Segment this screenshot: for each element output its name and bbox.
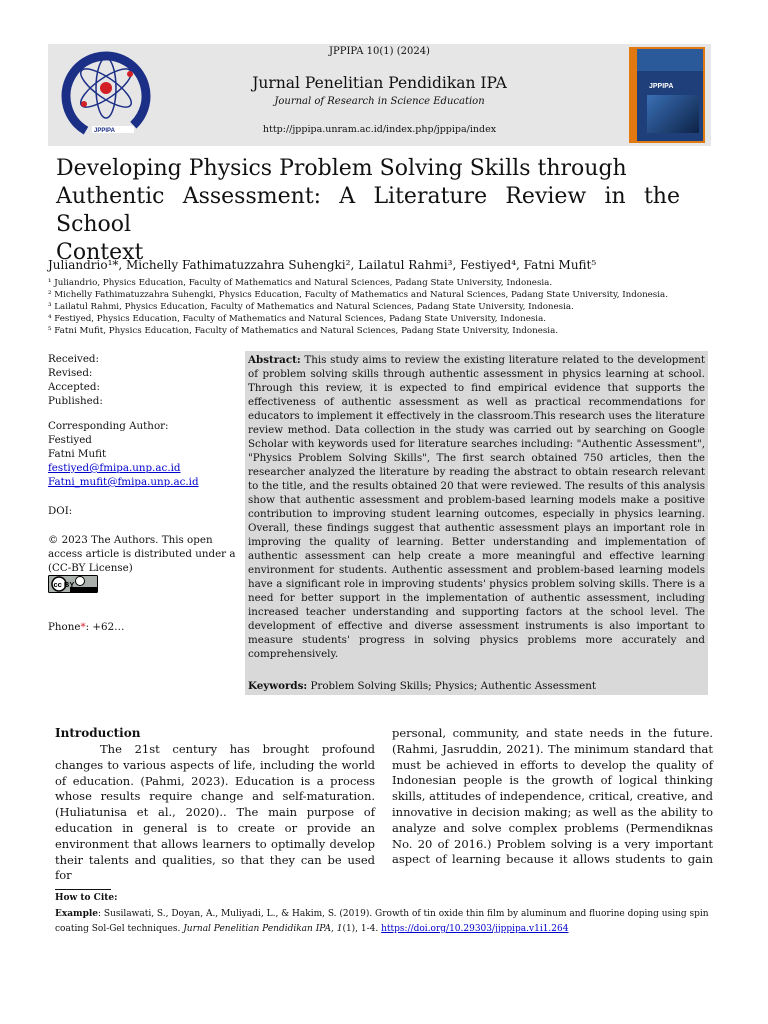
license-line: © 2023 The Authors. This open — [48, 534, 213, 546]
keywords-label: Keywords: — [248, 680, 308, 692]
intro-line: No. 20 of 2016.) Problem solving is a very important — [392, 836, 713, 851]
intro-line: skills, attitudes of independence, critical, creative, and — [392, 789, 713, 804]
phone-star: * — [80, 621, 86, 633]
license-line: access article is distributed under a — [48, 548, 236, 560]
article-title — [56, 155, 680, 267]
email-link[interactable] — [48, 475, 199, 489]
corresponding-name: Fatni Mufit — [48, 448, 107, 460]
how-to-cite-label: How to Cite: — [55, 893, 118, 903]
journal-title: Jurnal Penelitian Pendidikan IPA — [252, 74, 507, 92]
example-text: : Susilawati, S., Doyan, A., Muliyadi, L., & Hakim, S. (2019). Growth of tin oxide thin film by aluminum and fluorine doping using spin coating Sol-Gel techniques. — [55, 909, 709, 934]
title-line: Context — [56, 240, 144, 265]
title-line: Developing Physics Problem Solving Skills through — [56, 156, 627, 181]
corresponding-name: Festiyed — [48, 434, 92, 446]
journal-header — [48, 44, 711, 146]
intro-line: aspect of learning because it allows students to gain — [392, 852, 713, 867]
email-link-text[interactable]: festiyed@fmipa.unp.ac.id — [48, 462, 181, 474]
phone-line — [48, 620, 124, 634]
author-list: Juliandrio¹*, Michelly Fathimatuzzahra Suhengki², Lailatul Rahmi³, Festiyed⁴, Fatni Mufit⁵ — [48, 258, 597, 272]
corresponding-author-label: Corresponding Author: — [48, 420, 169, 432]
affiliation-5: ⁵ Fatni Mufit, Physics Education, Faculty of Mathematics and Natural Sciences, Padang State University, Indonesia. — [48, 326, 559, 336]
abstract-box — [245, 351, 708, 695]
intro-line: analyze and solve complex problems (Permendiknas — [392, 820, 713, 835]
logo-text: JPPIPA — [94, 128, 115, 134]
abstract-label: Abstract: — [248, 354, 301, 366]
published-label: Published: — [48, 395, 103, 407]
keywords-text: Problem Solving Skills; Physics; Authentic Assessment — [307, 680, 596, 692]
affiliation-2: ² Michelly Fathimatuzzahra Suhengki, Physics Education, Faculty of Mathematics and Natural Sciences, Padang State University, Indonesia. — [48, 290, 668, 300]
intro-line: must be achieved in efforts to develop the quality of — [392, 757, 713, 772]
cover-stripe — [631, 49, 637, 141]
affiliation-4: ⁴ Festiyed, Physics Education, Faculty of Mathematics and Natural Sciences, Padang State University, Indonesia. — [48, 314, 547, 324]
intro-line: (Rahmi, Jasruddin, 2021). The minimum standard that — [392, 741, 713, 756]
license-line: (CC-BY License) — [48, 562, 133, 574]
intro-left-column — [55, 742, 375, 884]
doi-link[interactable]: https://doi.org/10.29303/jjppipa.v1i1.264 — [381, 924, 569, 934]
intro-right-column — [392, 726, 713, 868]
cover-title: JPPIPA — [649, 83, 674, 90]
citation-example — [55, 907, 715, 937]
intro-line: personal, community, and state needs in the future. — [392, 726, 713, 740]
intro-line: environment that allows learners to optimally develop — [55, 836, 375, 851]
journal-volume: JPPIPA 10(1) (2024) — [329, 46, 430, 57]
title-line: Authentic Assessment: A Literature Review in the School — [56, 184, 680, 237]
affiliation-1: ¹ Juliandrio, Physics Education, Faculty of Mathematics and Natural Sciences, Padang State University, Indonesia. — [48, 278, 553, 288]
phone-value: : +62… — [85, 621, 125, 633]
cc-badge-text: cc BY — [53, 580, 75, 589]
example-journal: Jurnal Penelitian Pendidikan IPA, 1 — [183, 924, 343, 934]
received-label: Received: — [48, 353, 99, 365]
intro-line: their talents and qualities, so that they can be used for — [55, 852, 375, 883]
phone-label: Phone — [48, 621, 81, 633]
example-issue: (1), 1-4. — [342, 924, 382, 934]
introduction-heading: Introduction — [55, 726, 141, 740]
intro-line: (Huliatunisa et al., 2020).. The main purpose of — [55, 805, 375, 820]
footnote-rule — [55, 889, 111, 890]
affiliation-3: ³ Lailatul Rahmi, Physics Education, Faculty of Mathematics and Natural Sciences, Padang State University, Indonesia. — [48, 302, 574, 312]
abstract-text: This study aims to review the existing literature related to the development of problem solving skills through authentic assessment in physics learning at school. Through this review, it is expected to find empirical evidence that supports the effectiveness of authentic assessment as well as practical recommendations for educators to implement it effectively in the classroom.This research uses the literature review method. Data collection in the study was carried out by searching on Google Scholar with keywords used for literature searches including: "Authentic Assessment", "Physics Problem Solving Skills", The first search obtained 750 articles, then the researcher analyzed the literature by reading the abstract to obtain research relevant to the title, and the results obtained 20 that were reviewed. The results of this analysis show that authentic assessment and problem-based learning models make a positive contribution to improving student learning outcomes, especially in physics learning. Overall, these findings suggest that authentic assessment plays an important role in improving the quality of learning. Better understanding and implementation of authentic assessment can help create a more meaningful and effective learning environment for students. Authentic assessment and problem-based learning models have a significant role in improving students' physics problem solving skills. There is a need for better support in the implementation of authentic assessment, including increased teacher understanding and supporting factors at the school level. The development of effective and diverse assessment instruments is also important to measure students' progress in solving physics problems more accurately and comprehensively. — [248, 354, 705, 660]
accepted-label: Accepted: — [48, 381, 100, 393]
journal-url[interactable]: http://jppipa.unram.ac.id/index.php/jppipa/index — [262, 124, 497, 135]
email-link[interactable] — [48, 461, 180, 475]
intro-line: of education. (Pahmi, 2023). Education is a process — [55, 773, 375, 788]
doi-label: DOI: — [48, 505, 73, 517]
cover-top-bar — [631, 49, 703, 71]
intro-line: innovative in decision making; as well as the ability to — [392, 804, 713, 819]
revised-label: Revised: — [48, 367, 93, 379]
cc-by-license-icon[interactable] — [48, 575, 98, 593]
intro-line: whose results require change and self-maturation. — [55, 789, 375, 804]
email-link-text[interactable]: Fatni_mufit@fmipa.unp.ac.id — [48, 476, 199, 488]
intro-line: Indonesian people is the growth of logical thinking — [392, 773, 713, 788]
example-label: Example — [55, 909, 99, 919]
intro-line: changes to various aspects of life, including the world — [55, 757, 375, 772]
intro-line: The 21st century has brought profound — [100, 742, 375, 756]
journal-subtitle: Journal of Research in Science Education — [274, 96, 485, 107]
journal-cover-image — [629, 47, 705, 143]
intro-line: education in general is to create or provide an — [55, 820, 375, 835]
cover-artwork — [647, 95, 699, 133]
keywords — [248, 680, 596, 692]
